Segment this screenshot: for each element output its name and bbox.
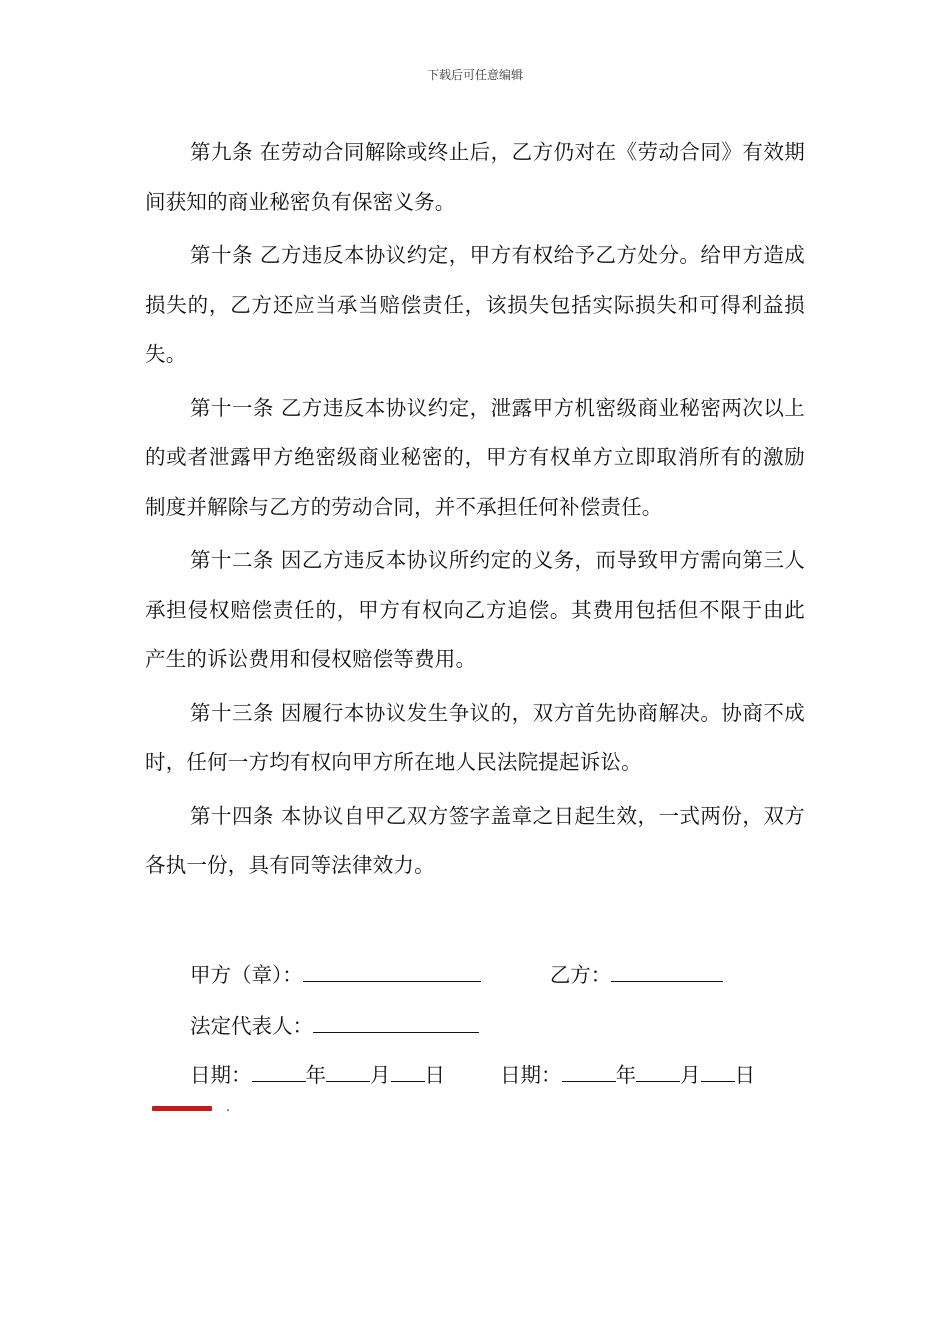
representative-label: 法定代表人： [190,1014,313,1038]
red-accent-bar [152,1106,212,1111]
party-b-blank [611,963,723,982]
footer-dot: . [226,1100,230,1114]
article-11: 第十一条 乙方违反本协议约定，泄露甲方机密级商业秘密两次以上的或者泄露甲方绝密级商业秘密的，甲方有权单方立即取消所有的激励制度并解除与乙方的劳动合同，并不承担任何补偿责任。 [145,395,805,519]
signature-row-dates [190,1058,755,1088]
date-a-year-blank [252,1063,306,1082]
article-9: 第九条 在劳动合同解除或终止后，乙方仍对在《劳动合同》有效期间获知的商业秘密负有保密义务。 [145,140,805,214]
date-a-month-blank [326,1063,370,1082]
signature-row-representative [190,1009,479,1039]
date-b-day: 日 [734,1063,756,1087]
date-a-day-blank [391,1063,425,1082]
representative-blank [313,1014,479,1033]
party-b-label: 乙方： [549,963,612,987]
signature-row-parties [190,958,723,988]
party-a-label: 甲方（章）： [190,963,303,987]
date-b-year-blank [562,1063,616,1082]
party-a-blank [303,963,481,982]
date-b-label: 日期： [500,1063,562,1087]
date-a-label: 日期： [190,1063,252,1087]
article-12: 第十二条 因乙方违反本协议所约定的义务，而导致甲方需向第三人承担侵权赔偿责任的，甲方有权向乙方追偿。其费用包括但不限于由此产生的诉讼费用和侵权赔偿等费用。 [145,548,805,671]
article-13: 第十三条 因履行本协议发生争议的，双方首先协商解决。协商不成时，任何一方均有权向甲方所在地人民法院提起诉讼。 [145,700,805,774]
date-a-year: 年 [305,1063,326,1087]
agreement-body [145,128,805,895]
date-b-year: 年 [615,1063,637,1087]
page-header: 下载后可任意编辑 [426,68,523,82]
article-14: 第十四条 本协议自甲乙双方签字盖章之日起生效，一式两份，双方各执一份，具有同等法律效力。 [145,803,805,877]
date-b-month-blank [636,1063,680,1082]
date-b-month: 月 [680,1063,701,1087]
date-a-month: 月 [370,1063,391,1087]
date-b-day-blank [701,1063,735,1082]
article-10: 第十条 乙方违反本协议约定，甲方有权给予乙方处分。给甲方造成损失的，乙方还应当承当赔偿责任，该损失包括实际损失和可得利益损失。 [145,243,805,366]
date-a-day: 日 [424,1063,445,1087]
